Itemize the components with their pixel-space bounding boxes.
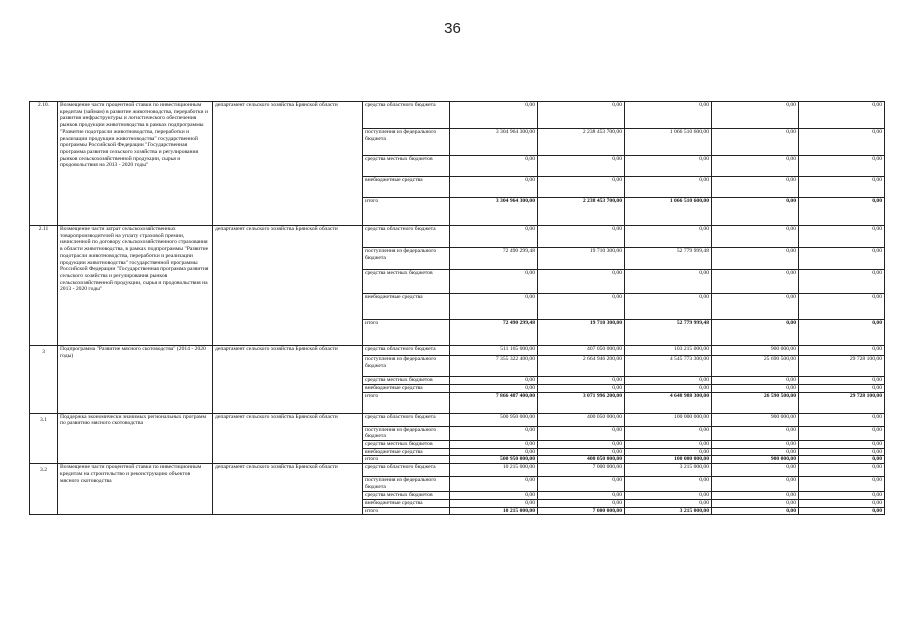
amount-cell: 400 050 000,00 xyxy=(538,456,625,464)
amount-cell: 0,00 xyxy=(712,270,799,294)
amount-cell: 0,00 xyxy=(450,177,538,198)
funding-source: средства областного бюджета xyxy=(363,226,450,248)
amount-cell: 0,00 xyxy=(625,448,712,456)
amount-cell: 0,00 xyxy=(538,448,625,456)
amount-cell: 407 050 000,00 xyxy=(538,346,625,356)
funding-source: средства областного бюджета xyxy=(363,413,450,426)
funding-source: итого xyxy=(363,456,450,464)
amount-cell: 0,00 xyxy=(799,270,885,294)
amount-cell: 0,00 xyxy=(625,102,712,129)
amount-cell: 0,00 xyxy=(712,499,799,507)
amount-cell: 0,00 xyxy=(799,226,885,248)
funding-source: поступления из федерального бюджета xyxy=(363,477,450,492)
amount-cell: 0,00 xyxy=(799,507,885,515)
page-number: 36 xyxy=(444,20,461,37)
amount-cell: 0,00 xyxy=(712,248,799,270)
amount-cell: 0,00 xyxy=(625,384,712,392)
item-executor: департамент сельского хозяйства Брянской области xyxy=(213,346,363,414)
item-executor: департамент сельского хозяйства Брянской области xyxy=(213,413,363,464)
amount-cell: 0,00 xyxy=(538,226,625,248)
amount-cell: 0,00 xyxy=(712,156,799,177)
item-name: Возмещение части процентной ставки по инвестиционным кредитам на строительство и реконструкцию объектов мясного скотоводства xyxy=(58,464,213,515)
table-row xyxy=(30,102,885,129)
amount-cell: 0,00 xyxy=(538,177,625,198)
amount-cell: 3 215 000,00 xyxy=(625,507,712,515)
funding-source: средства областного бюджета xyxy=(363,102,450,129)
amount-cell: 500 950 000,00 xyxy=(450,413,538,426)
amount-cell: 0,00 xyxy=(712,507,799,515)
amount-cell: 0,00 xyxy=(625,177,712,198)
amount-cell: 3 215 000,00 xyxy=(625,464,712,477)
amount-cell: 0,00 xyxy=(450,426,538,440)
funding-source: средства местных бюджетов xyxy=(363,270,450,294)
amount-cell: 100 000 000,00 xyxy=(625,413,712,426)
amount-cell: 0,00 xyxy=(538,156,625,177)
amount-cell: 10 215 000,00 xyxy=(450,464,538,477)
amount-cell: 0,00 xyxy=(799,102,885,129)
table-row xyxy=(30,226,885,248)
amount-cell: 0,00 xyxy=(538,477,625,492)
funding-source: средства местных бюджетов xyxy=(363,377,450,385)
funding-source: средства областного бюджета xyxy=(363,346,450,356)
amount-cell: 19 710 300,00 xyxy=(538,320,625,346)
funding-source: поступления из федерального бюджета xyxy=(363,248,450,270)
funding-source: средства местных бюджетов xyxy=(363,156,450,177)
amount-cell: 0,00 xyxy=(625,499,712,507)
amount-cell: 0,00 xyxy=(712,377,799,385)
amount-cell: 4 545 773 300,00 xyxy=(625,356,712,377)
amount-cell: 7 355 322 400,00 xyxy=(450,356,538,377)
amount-cell: 72 490 299,48 xyxy=(450,248,538,270)
amount-cell: 29 728 100,00 xyxy=(799,356,885,377)
amount-cell: 0,00 xyxy=(625,294,712,320)
amount-cell: 0,00 xyxy=(450,441,538,449)
amount-cell: 0,00 xyxy=(450,448,538,456)
amount-cell: 25 690 500,00 xyxy=(712,356,799,377)
amount-cell: 0,00 xyxy=(799,384,885,392)
amount-cell: 0,00 xyxy=(799,492,885,500)
funding-source: поступления из федерального бюджета xyxy=(363,356,450,377)
item-name: Возмещение части затрат сельскохозяйственных товаропроизводителей на уплату страховой премии, начисленной по договору сельскохозяйственного страхования в области животноводства, в рамках подпрограммы "Развитие подотрасли животноводства, переработки и реализации продукции животноводства" государственной программы Российской Федерации "Государственная программа развития сельского хозяйства и регулирования рынков сельскохозяйственной продукции, сырья и продовольствия на 2013 - 2020 годы" xyxy=(58,226,213,346)
item-executor: департамент сельского хозяйства Брянской области xyxy=(213,226,363,346)
amount-cell: 0,00 xyxy=(799,448,885,456)
amount-cell: 0,00 xyxy=(799,499,885,507)
amount-cell: 400 050 000,00 xyxy=(538,413,625,426)
amount-cell: 0,00 xyxy=(450,492,538,500)
amount-cell: 103 215 000,00 xyxy=(625,346,712,356)
funding-source: итого xyxy=(363,320,450,346)
amount-cell: 2 664 946 200,00 xyxy=(538,356,625,377)
amount-cell: 0,00 xyxy=(712,492,799,500)
funding-source: средства местных бюджетов xyxy=(363,492,450,500)
amount-cell: 0,00 xyxy=(712,102,799,129)
funding-source: внебюджетные средства xyxy=(363,448,450,456)
amount-cell: 0,00 xyxy=(712,384,799,392)
amount-cell: 0,00 xyxy=(450,226,538,248)
amount-cell: 3 304 964 300,00 xyxy=(450,129,538,156)
table-row xyxy=(30,413,885,426)
table-row xyxy=(30,346,885,356)
amount-cell: 0,00 xyxy=(450,499,538,507)
amount-cell: 0,00 xyxy=(625,156,712,177)
amount-cell: 2 238 453 700,00 xyxy=(538,129,625,156)
amount-cell: 0,00 xyxy=(538,384,625,392)
amount-cell: 7 000 000,00 xyxy=(538,464,625,477)
item-index: 3 xyxy=(30,346,58,414)
item-index: 3.1 xyxy=(30,413,58,464)
amount-cell: 0,00 xyxy=(799,413,885,426)
amount-cell: 0,00 xyxy=(450,294,538,320)
amount-cell: 0,00 xyxy=(450,477,538,492)
budget-table xyxy=(29,101,885,515)
table-row xyxy=(30,464,885,477)
amount-cell: 0,00 xyxy=(799,441,885,449)
amount-cell: 0,00 xyxy=(712,477,799,492)
amount-cell: 0,00 xyxy=(450,384,538,392)
item-name: Возмещение части процентной ставки по инвестиционным кредитам (займам) в развитие животноводства, переработки и развития инфраструктуры и логистического обеспечения рынков продукции животноводства в рамках подпрограммы "Развитие подотрасли животноводства, переработки и реализации продукции животноводства" государственной программы Российской Федерации "Государственная программа развития сельского хозяйства и регулирования рынков сельскохозяйственной продукции, сырья и продовольствия на 2013 - 2020 годы" xyxy=(58,102,213,226)
item-executor: департамент сельского хозяйства Брянской области xyxy=(213,464,363,515)
amount-cell: 900 000,00 xyxy=(712,413,799,426)
amount-cell: 0,00 xyxy=(538,102,625,129)
amount-cell: 0,00 xyxy=(538,426,625,440)
item-executor: департамент сельского хозяйства Брянской области xyxy=(213,102,363,226)
amount-cell: 0,00 xyxy=(625,377,712,385)
amount-cell: 0,00 xyxy=(799,129,885,156)
funding-source: средства областного бюджета xyxy=(363,464,450,477)
amount-cell: 0,00 xyxy=(450,270,538,294)
funding-source: поступления из федерального бюджета xyxy=(363,426,450,440)
amount-cell: 29 728 100,00 xyxy=(799,392,885,413)
amount-cell: 900 000,00 xyxy=(712,346,799,356)
amount-cell: 0,00 xyxy=(799,248,885,270)
amount-cell: 900 000,00 xyxy=(712,456,799,464)
amount-cell: 0,00 xyxy=(799,477,885,492)
amount-cell: 0,00 xyxy=(799,346,885,356)
amount-cell: 0,00 xyxy=(625,226,712,248)
amount-cell: 19 710 300,00 xyxy=(538,248,625,270)
amount-cell: 0,00 xyxy=(625,477,712,492)
amount-cell: 511 165 000,00 xyxy=(450,346,538,356)
funding-source: внебюджетные средства xyxy=(363,499,450,507)
amount-cell: 1 066 510 600,00 xyxy=(625,198,712,226)
amount-cell: 0,00 xyxy=(799,198,885,226)
amount-cell: 0,00 xyxy=(712,294,799,320)
amount-cell: 0,00 xyxy=(712,129,799,156)
amount-cell: 0,00 xyxy=(799,426,885,440)
funding-source: внебюджетные средства xyxy=(363,384,450,392)
funding-source: итого xyxy=(363,392,450,413)
funding-source: итого xyxy=(363,507,450,515)
item-index: 2.10. xyxy=(30,102,58,226)
amount-cell: 0,00 xyxy=(625,426,712,440)
amount-cell: 0,00 xyxy=(625,441,712,449)
amount-cell: 26 590 500,00 xyxy=(712,392,799,413)
item-name: Подпрограмма "Развитие мясного скотоводства" (2014 - 2020 годы) xyxy=(58,346,213,414)
funding-source: внебюджетные средства xyxy=(363,177,450,198)
amount-cell: 1 066 510 600,00 xyxy=(625,129,712,156)
amount-cell: 52 779 999,48 xyxy=(625,248,712,270)
funding-source: средства местных бюджетов xyxy=(363,441,450,449)
amount-cell: 4 648 988 300,00 xyxy=(625,392,712,413)
funding-source: внебюджетные средства xyxy=(363,294,450,320)
amount-cell: 0,00 xyxy=(625,492,712,500)
amount-cell: 72 490 299,48 xyxy=(450,320,538,346)
amount-cell: 0,00 xyxy=(450,377,538,385)
amount-cell: 0,00 xyxy=(538,270,625,294)
amount-cell: 0,00 xyxy=(799,456,885,464)
amount-cell: 52 779 999,48 xyxy=(625,320,712,346)
amount-cell: 100 000 000,00 xyxy=(625,456,712,464)
amount-cell: 2 238 453 700,00 xyxy=(538,198,625,226)
amount-cell: 0,00 xyxy=(799,156,885,177)
amount-cell: 0,00 xyxy=(538,492,625,500)
amount-cell: 0,00 xyxy=(625,270,712,294)
amount-cell: 0,00 xyxy=(712,177,799,198)
amount-cell: 0,00 xyxy=(712,441,799,449)
funding-source: поступления из федерального бюджета xyxy=(363,129,450,156)
amount-cell: 0,00 xyxy=(450,102,538,129)
amount-cell: 0,00 xyxy=(799,177,885,198)
amount-cell: 0,00 xyxy=(799,294,885,320)
amount-cell: 7 000 000,00 xyxy=(538,507,625,515)
amount-cell: 10 215 000,00 xyxy=(450,507,538,515)
amount-cell: 0,00 xyxy=(799,320,885,346)
funding-source: итого xyxy=(363,198,450,226)
amount-cell: 0,00 xyxy=(712,464,799,477)
amount-cell: 0,00 xyxy=(538,441,625,449)
amount-cell: 0,00 xyxy=(712,320,799,346)
amount-cell: 500 950 000,00 xyxy=(450,456,538,464)
item-name: Поддержка экономически значимых региональных программ по развитию мясного скотоводства xyxy=(58,413,213,464)
amount-cell: 0,00 xyxy=(538,377,625,385)
amount-cell: 0,00 xyxy=(712,426,799,440)
item-index: 3.2 xyxy=(30,464,58,515)
amount-cell: 0,00 xyxy=(799,464,885,477)
amount-cell: 7 866 487 400,00 xyxy=(450,392,538,413)
item-index: 2.11 xyxy=(30,226,58,346)
amount-cell: 0,00 xyxy=(712,226,799,248)
amount-cell: 0,00 xyxy=(450,156,538,177)
amount-cell: 3 071 996 200,00 xyxy=(538,392,625,413)
amount-cell: 0,00 xyxy=(538,294,625,320)
amount-cell: 0,00 xyxy=(712,448,799,456)
amount-cell: 0,00 xyxy=(712,198,799,226)
amount-cell: 3 304 964 300,00 xyxy=(450,198,538,226)
amount-cell: 0,00 xyxy=(799,377,885,385)
amount-cell: 0,00 xyxy=(538,499,625,507)
